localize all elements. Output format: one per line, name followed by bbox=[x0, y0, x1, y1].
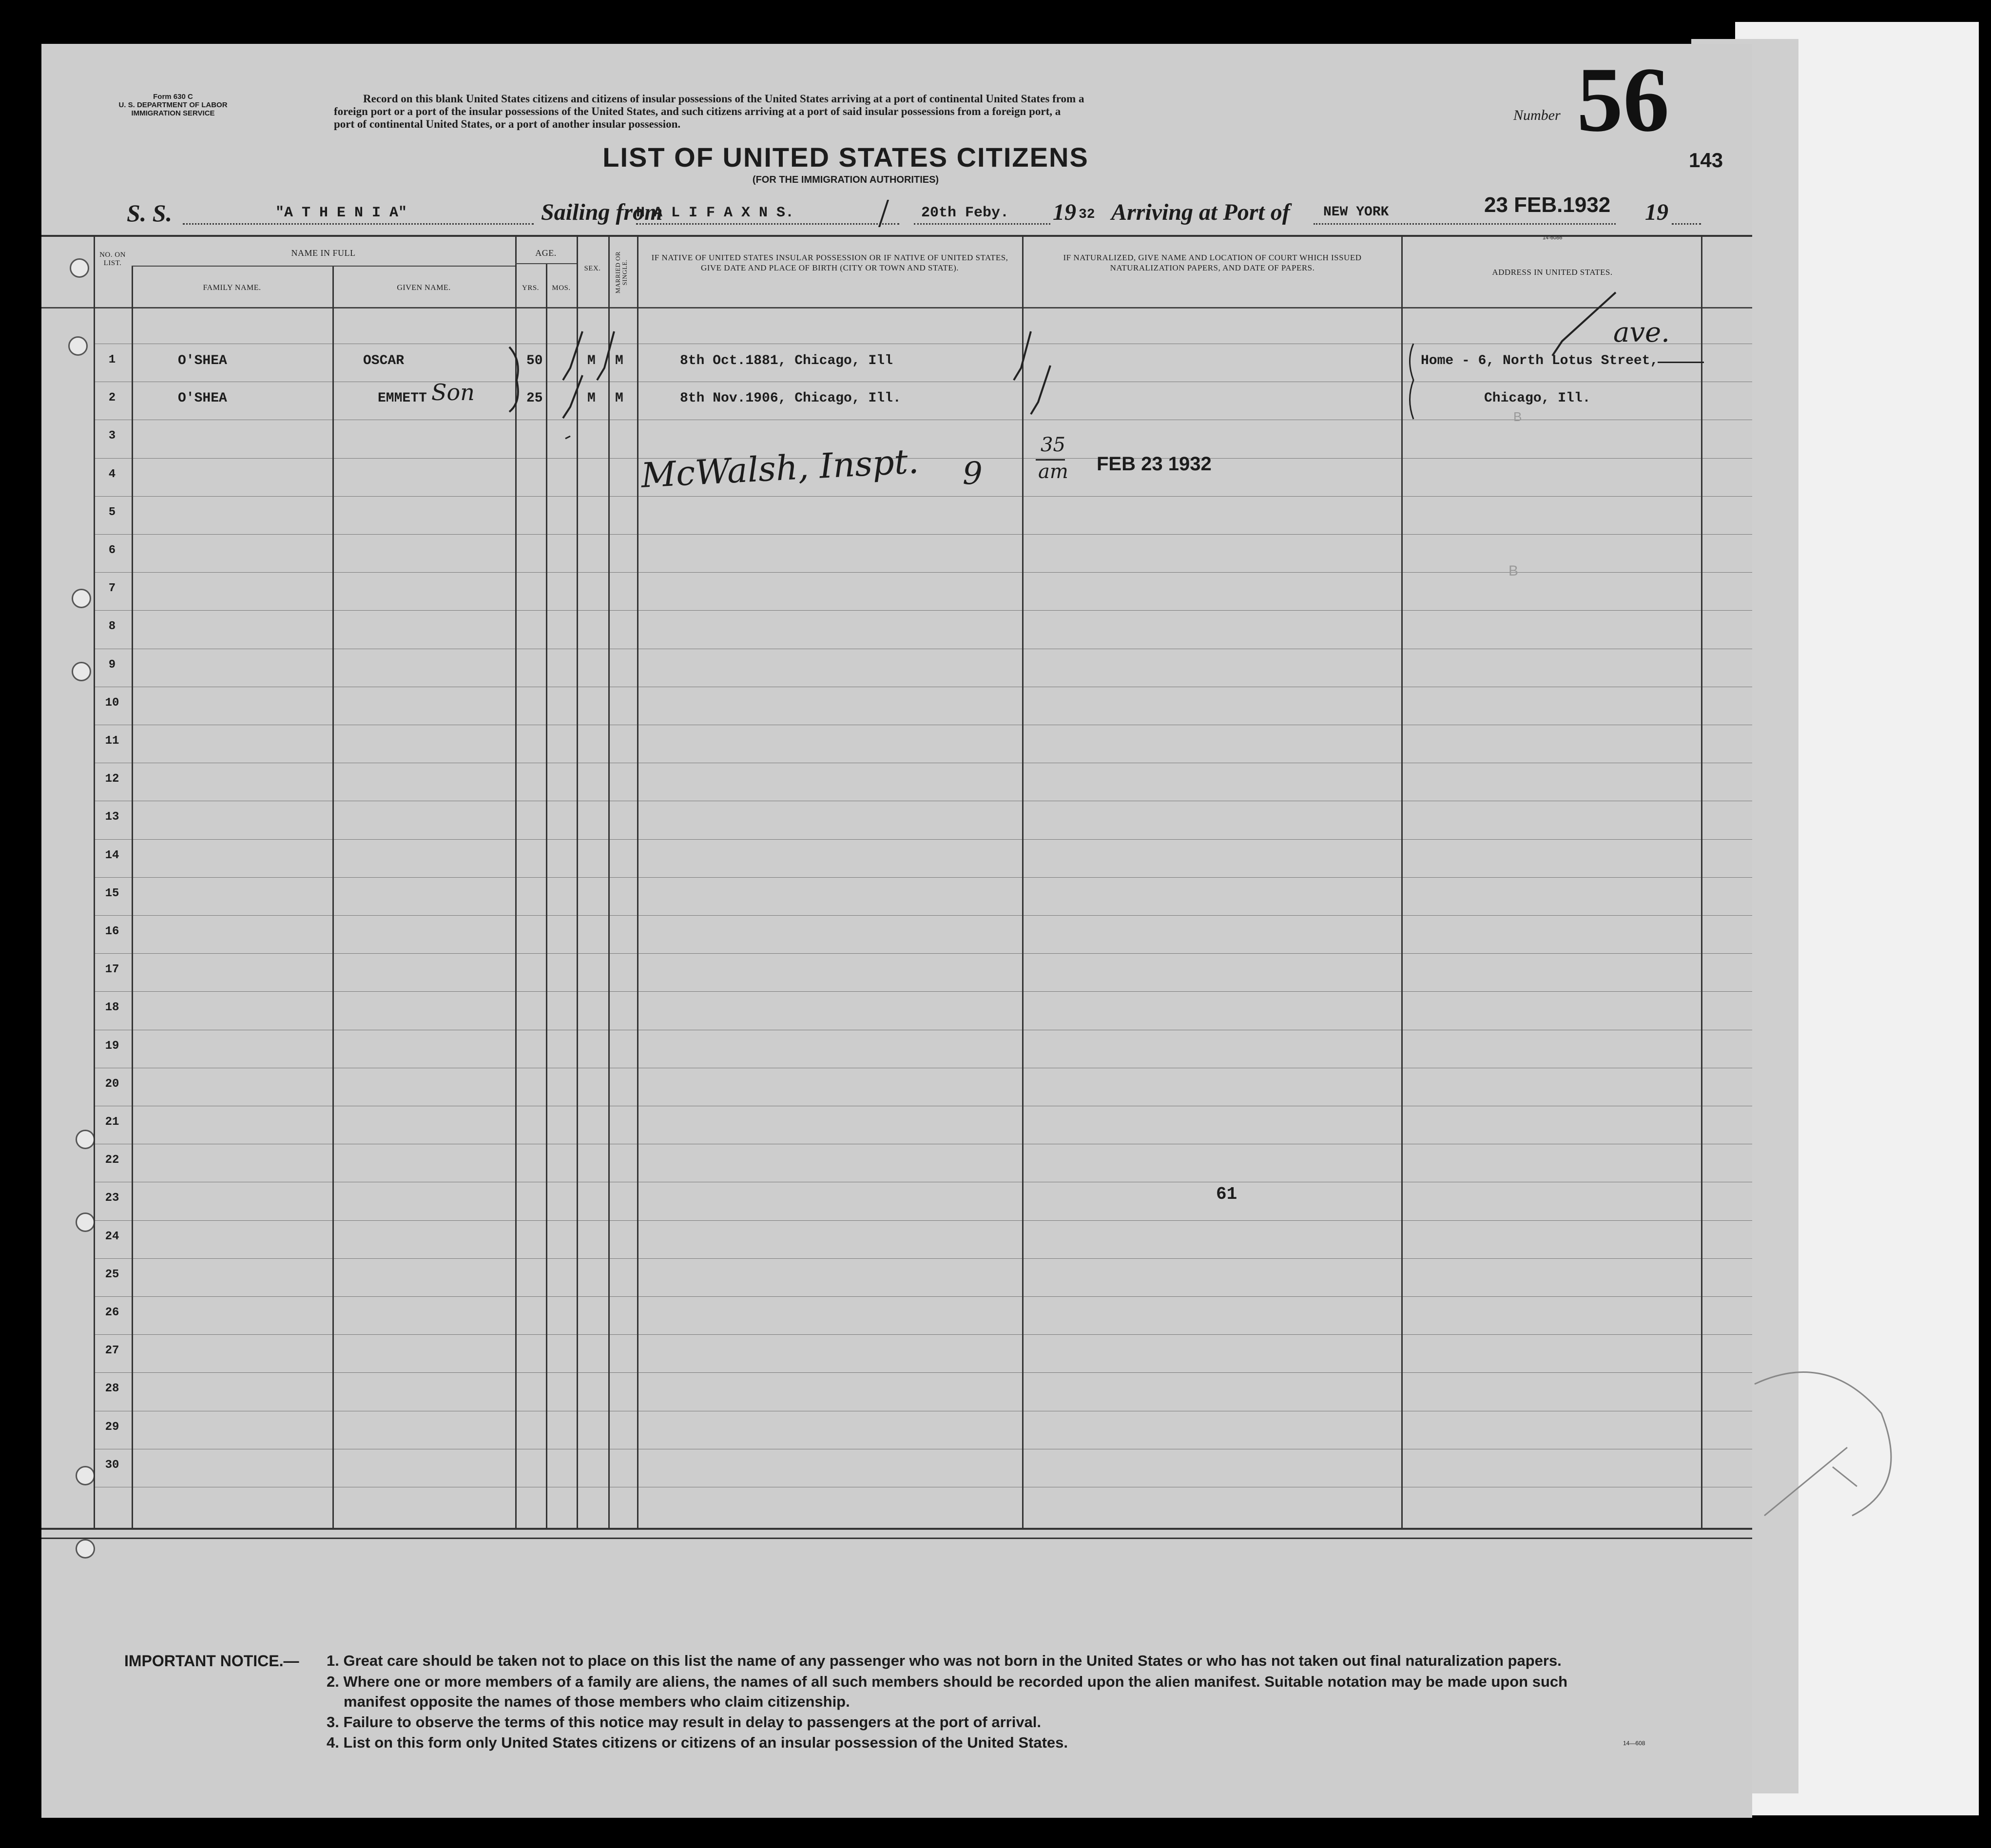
entry-1-given-name: OSCAR bbox=[363, 353, 405, 368]
col-header-address: ADDRESS IN UNITED STATES. bbox=[1492, 268, 1613, 277]
notice-item-2: 2. Where one or more members of a family are aliens, the names of all such members should be recorded upon the alien manifest. Suitable notation may be made upon such bbox=[327, 1673, 1568, 1690]
col-header-no: NO. ON LIST. bbox=[99, 251, 126, 267]
port-of-arrival: NEW YORK bbox=[1323, 205, 1389, 220]
service-name: IMMIGRATION SERVICE bbox=[131, 109, 215, 117]
faint-circle-mark bbox=[1735, 1355, 1911, 1540]
col-header-married: MARRIED OR SINGLE. bbox=[614, 251, 628, 294]
ship-name: "A T H E N I A" bbox=[275, 205, 407, 221]
inspection-date-stamp: FEB 23 1932 bbox=[1097, 453, 1212, 475]
row-number: 21 bbox=[105, 1116, 119, 1129]
faint-code-mark: B bbox=[1513, 409, 1522, 424]
entry-2-married: M bbox=[615, 391, 623, 406]
row-number: 8 bbox=[108, 620, 116, 634]
row-number: 20 bbox=[105, 1077, 119, 1091]
row-number: 27 bbox=[105, 1344, 119, 1358]
sailing-from-label: Sailing from bbox=[541, 199, 663, 225]
notice-item-2-continued: manifest opposite the names of those members who claim citizenship. bbox=[344, 1693, 850, 1710]
page-subtitle: (FOR THE IMMIGRATION AUTHORITIES) bbox=[752, 174, 939, 185]
ss-label: S. S. bbox=[127, 199, 173, 227]
check-mark bbox=[1031, 366, 1050, 414]
row-number: 15 bbox=[105, 886, 119, 900]
row-number: 18 bbox=[105, 1001, 119, 1015]
department-name: U. S. DEPARTMENT OF LABOR bbox=[118, 101, 228, 109]
inspection-minute: 35 bbox=[1041, 434, 1065, 456]
arrival-stamp: 23 FEB.1932 bbox=[1484, 193, 1611, 217]
col-header-naturalized: IF NATURALIZED, GIVE NAME AND LOCATION OF COURT WHICH ISSUED NATURALIZATION PAPERS, AND DATE OF PAPERS. bbox=[1063, 253, 1362, 272]
page-number: 143 bbox=[1689, 149, 1723, 172]
check-mark bbox=[1014, 331, 1031, 380]
manifest-number: 56 bbox=[1577, 49, 1669, 151]
manifest-sheet bbox=[41, 44, 1752, 1818]
entry-1-sex: M bbox=[587, 353, 596, 368]
row-number: 10 bbox=[105, 696, 119, 710]
trailing-year: 19 bbox=[1645, 199, 1668, 225]
col-header-yrs: YRS. bbox=[522, 284, 539, 292]
row-number: 16 bbox=[105, 925, 119, 938]
row-number: 23 bbox=[105, 1192, 119, 1205]
intro-line-3: port of continental United States, or a port of another insular possession. bbox=[334, 118, 681, 130]
intro-line-1: Record on this blank United States citizens and citizens of insular possessions of the United States arriving at a port of continental United States from a bbox=[363, 93, 1084, 105]
entry-2-relationship-note: Son bbox=[431, 379, 475, 405]
arriving-label: Arriving at Port of bbox=[1111, 199, 1290, 225]
notice-item-4: 4. List on this form only United States citizens or citizens of an insular possession of the United States. bbox=[327, 1734, 1068, 1751]
row-number: 19 bbox=[105, 1039, 119, 1053]
row-number: 30 bbox=[105, 1458, 119, 1472]
intro-line-2: foreign port or a port of the insular possessions of the United States, and such citizens arriving at a port of said insular possessions from a foreign port, a bbox=[334, 105, 1061, 117]
inspection-ampm: am bbox=[1038, 461, 1068, 483]
row-number: 7 bbox=[108, 582, 116, 596]
faint-code-mark: B bbox=[1508, 563, 1519, 579]
address-bracket bbox=[1410, 344, 1414, 419]
col-header-birth: IF NATIVE OF UNITED STATES INSULAR POSSESSION OR IF NATIVE OF UNITED STATES, GIVE DATE AND PLACE OF BIRTH (CITY OR TOWN AND STATE). bbox=[651, 253, 1008, 272]
row-number: 9 bbox=[108, 658, 116, 672]
notice-label: IMPORTANT NOTICE.— bbox=[124, 1652, 299, 1670]
entry-1-age-yrs: 50 bbox=[526, 353, 543, 368]
row-number: 5 bbox=[108, 505, 116, 519]
page-title: LIST OF UNITED STATES CITIZENS bbox=[602, 142, 1089, 173]
row-number: 29 bbox=[105, 1420, 119, 1434]
entry-1-birth: 8th Oct.1881, Chicago, Ill bbox=[680, 353, 893, 368]
entry-1-married: M bbox=[615, 353, 623, 368]
row-number: 17 bbox=[105, 963, 119, 977]
pen-mark bbox=[565, 436, 570, 439]
entry-2-birth: 8th Nov.1906, Chicago, Ill. bbox=[680, 391, 901, 406]
departure-date: 20th Feby. bbox=[921, 205, 1009, 221]
row-number: 2 bbox=[108, 391, 116, 405]
check-mark bbox=[563, 375, 582, 418]
address-correction: ave. bbox=[1613, 317, 1670, 348]
row-number: 11 bbox=[105, 734, 119, 748]
row-number: 12 bbox=[105, 772, 119, 786]
row-number: 28 bbox=[105, 1382, 119, 1396]
row-number: 6 bbox=[108, 544, 116, 557]
code-mark: 61 bbox=[1216, 1184, 1237, 1204]
entry-2-family-name: O'SHEA bbox=[178, 391, 227, 406]
row-number: 22 bbox=[105, 1154, 119, 1167]
handwritten-marks bbox=[41, 44, 1752, 1818]
family-bracket bbox=[509, 347, 518, 412]
row-number: 24 bbox=[105, 1230, 119, 1243]
port-of-departure: H A L I F A X N S. bbox=[636, 205, 794, 221]
print-code: 14-6086 bbox=[1543, 235, 1563, 241]
year-suffix: 32 bbox=[1079, 207, 1095, 222]
col-header-name-in-full: NAME IN FULL bbox=[291, 248, 356, 258]
entry-2-address: Chicago, Ill. bbox=[1484, 391, 1591, 406]
notice-code: 14—608 bbox=[1623, 1740, 1645, 1747]
row-number: 25 bbox=[105, 1268, 119, 1281]
entry-2-sex: M bbox=[587, 391, 596, 406]
row-number: 14 bbox=[105, 848, 119, 862]
row-number: 13 bbox=[105, 810, 119, 824]
entry-1-address: Home - 6, North Lotus Street, bbox=[1421, 353, 1659, 368]
check-mark bbox=[597, 331, 614, 380]
year-prefix: 19 bbox=[1053, 199, 1076, 225]
inspector-signature: McWalsh, Inspt. bbox=[640, 441, 920, 496]
row-number: 26 bbox=[105, 1306, 119, 1319]
col-header-family-name: FAMILY NAME. bbox=[203, 284, 261, 292]
entry-2-age-yrs: 25 bbox=[526, 391, 543, 406]
col-header-mos: MOS. bbox=[552, 284, 571, 292]
row-number: 1 bbox=[108, 353, 116, 366]
col-header-age: AGE. bbox=[535, 248, 557, 258]
check-mark bbox=[563, 331, 582, 380]
notice-item-1: 1. Great care should be taken not to place on this list the name of any passenger who was not born in the United States or who has not taken out final naturalization papers. bbox=[327, 1652, 1562, 1669]
check-mark bbox=[1552, 292, 1616, 356]
col-header-sex: SEX. bbox=[584, 265, 601, 272]
col-header-given-name: GIVEN NAME. bbox=[397, 284, 451, 292]
number-label: Number bbox=[1513, 107, 1561, 123]
row-number: 4 bbox=[108, 467, 116, 481]
entry-2-given-name: EMMETT bbox=[378, 391, 427, 406]
row-number: 3 bbox=[108, 429, 116, 443]
form-number: Form 630 C bbox=[153, 93, 193, 101]
notice-item-3: 3. Failure to observe the terms of this notice may result in delay to passengers at the port of arrival. bbox=[327, 1713, 1042, 1731]
entry-1-family-name: O'SHEA bbox=[178, 353, 227, 368]
inspection-hour: 9 bbox=[963, 456, 983, 492]
